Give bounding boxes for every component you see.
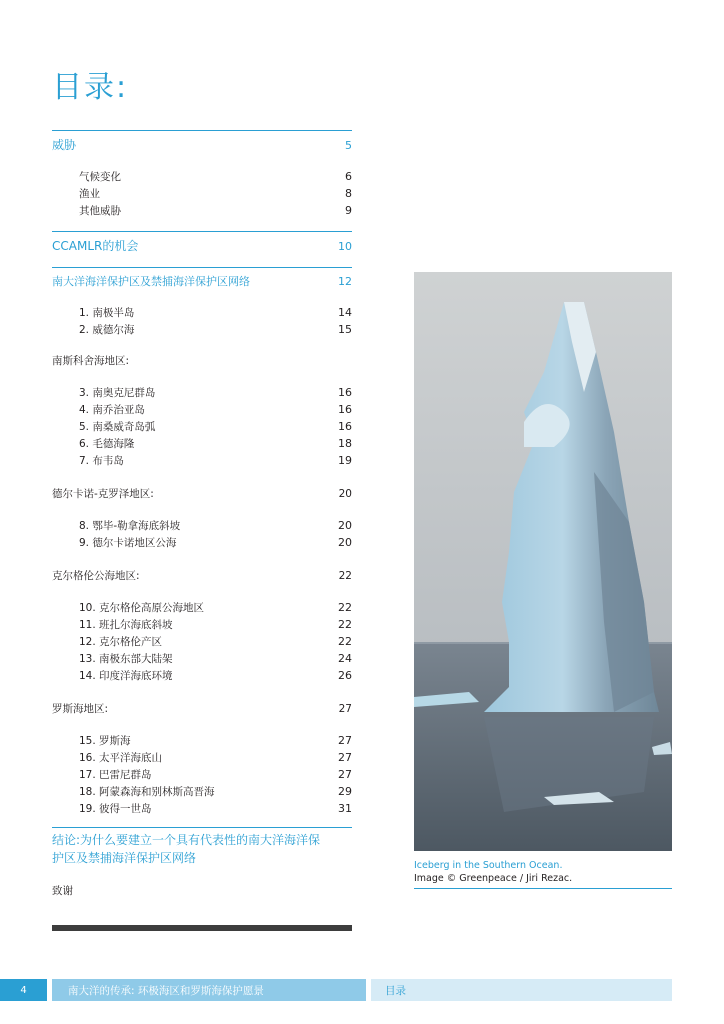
caption-line: Iceberg in the Southern Ocean.	[414, 860, 563, 871]
toc-item-label: 1. 南极半岛	[79, 307, 135, 319]
toc-section-label: CCAMLR的机会	[52, 239, 139, 253]
footer-page-number: 4	[0, 979, 47, 1001]
toc-item-label: 15. 罗斯海	[79, 735, 131, 747]
toc-item-label: 9. 德尔卡诺地区公海	[79, 537, 177, 549]
toc-region-label: 南斯科舍海地区:	[52, 355, 130, 367]
toc-page-number: 27	[338, 734, 352, 747]
toc-page-number: 24	[338, 652, 352, 665]
toc-page-number: 27	[338, 702, 352, 715]
toc-page-number: 16	[338, 386, 352, 399]
toc-conclusion-line: 结论:为什么要建立一个具有代表性的南大洋海洋保	[52, 833, 321, 847]
toc-region-delcano[interactable]	[52, 485, 352, 502]
toc-item[interactable]	[52, 749, 352, 766]
toc-page-number: 22	[338, 618, 352, 631]
toc-item-label: 14. 印度洋海底环境	[79, 670, 173, 682]
toc-section-label: 南大洋海洋保护区及禁捕海洋保护区网络	[52, 275, 250, 288]
toc-item-label: 6. 毛德海隆	[79, 438, 135, 450]
toc-section-label: 威胁	[52, 138, 77, 152]
toc-item-label: 其他威胁	[79, 205, 121, 217]
toc-item[interactable]	[52, 650, 352, 667]
toc-item-label: 3. 南奥克尼群岛	[79, 387, 156, 399]
toc-item-label: 5. 南桑威奇岛弧	[79, 421, 156, 433]
photo-caption	[414, 859, 672, 889]
toc-page-number: 16	[338, 420, 352, 433]
toc-item-label: 气候变化	[79, 171, 121, 183]
toc-page-number: 26	[338, 669, 352, 682]
toc-item[interactable]	[52, 616, 352, 633]
toc-page-number: 22	[338, 635, 352, 648]
toc-page-number: 20	[338, 519, 352, 532]
toc-page-number: 12	[338, 275, 352, 288]
toc-item-label: 17. 巴雷尼群岛	[79, 769, 152, 781]
toc-page-number: 5	[345, 139, 352, 152]
toc-section-network[interactable]	[52, 267, 352, 291]
toc-page-number: 16	[338, 403, 352, 416]
toc-acknowledgements[interactable]: 致谢	[52, 885, 73, 897]
toc-page-number: 20	[338, 487, 352, 500]
table-of-contents	[52, 130, 352, 898]
toc-item-label: 18. 阿蒙森海和别林斯高晋海	[79, 786, 215, 798]
toc-page-number: 18	[338, 437, 352, 450]
footer-section-label: 目录	[371, 979, 672, 1001]
toc-item-label: 16. 太平洋海底山	[79, 752, 163, 764]
toc-item[interactable]	[52, 599, 352, 616]
toc-page-number: 27	[338, 751, 352, 764]
toc-item-label: 渔业	[79, 188, 100, 200]
toc-item[interactable]	[52, 783, 352, 800]
toc-page-number: 22	[338, 569, 352, 582]
toc-page-number: 14	[338, 306, 352, 319]
toc-page-number: 20	[338, 536, 352, 549]
toc-region-label: 德尔卡诺-克罗泽地区:	[52, 488, 154, 500]
toc-page-number: 29	[338, 785, 352, 798]
toc-item-label: 19. 彼得一世岛	[79, 803, 152, 815]
toc-item[interactable]	[52, 633, 352, 650]
toc-item[interactable]	[52, 766, 352, 783]
caption-credit: Image © Greenpeace / Jiri Rezac.	[414, 873, 573, 884]
toc-item[interactable]	[52, 168, 352, 185]
toc-section-ccamlr[interactable]	[52, 231, 352, 255]
toc-page-number: 9	[345, 204, 352, 217]
toc-item[interactable]	[52, 304, 352, 321]
toc-region-scotia[interactable]	[52, 352, 352, 369]
toc-page-number: 8	[345, 187, 352, 200]
toc-item[interactable]	[52, 667, 352, 684]
divider-bar	[52, 925, 352, 931]
toc-item[interactable]	[52, 732, 352, 749]
toc-page-number: 15	[338, 323, 352, 336]
page-title: 目录:	[52, 70, 129, 105]
toc-region-ross[interactable]	[52, 700, 352, 717]
toc-conclusion-line: 护区及禁捕海洋保护区网络	[52, 851, 197, 865]
toc-page-number: 10	[338, 240, 352, 253]
toc-item[interactable]	[52, 517, 352, 534]
toc-item-label: 10. 克尔格伦高原公海地区	[79, 602, 205, 614]
toc-region-label: 克尔格伦公海地区:	[52, 570, 140, 582]
toc-item[interactable]	[52, 534, 352, 551]
toc-item[interactable]	[52, 384, 352, 401]
toc-item-label: 12. 克尔格伦产区	[79, 636, 163, 648]
toc-page-number: 19	[338, 454, 352, 467]
toc-page-number: 27	[338, 768, 352, 781]
toc-item[interactable]	[52, 202, 352, 219]
toc-item[interactable]	[52, 435, 352, 452]
toc-page-number: 22	[338, 601, 352, 614]
footer-publication-title: 南大洋的传承: 环极海区和罗斯海保护愿景	[52, 979, 366, 1001]
toc-item[interactable]	[52, 800, 352, 817]
iceberg-photo	[414, 272, 672, 851]
toc-item-label: 4. 南乔治亚岛	[79, 404, 145, 416]
toc-item-label: 8. 鄂毕-勒拿海底斜坡	[79, 520, 181, 532]
toc-section-threats[interactable]	[52, 130, 352, 154]
toc-item-label: 2. 威德尔海	[79, 324, 135, 336]
toc-item-label: 7. 布韦岛	[79, 455, 124, 467]
toc-item[interactable]	[52, 185, 352, 202]
toc-region-label: 罗斯海地区:	[52, 703, 109, 715]
toc-item[interactable]	[52, 321, 352, 338]
toc-item[interactable]	[52, 401, 352, 418]
toc-item[interactable]	[52, 452, 352, 469]
toc-section-conclusion[interactable]	[52, 827, 352, 867]
toc-item[interactable]	[52, 418, 352, 435]
toc-page-number: 6	[345, 170, 352, 183]
toc-region-kerguelen[interactable]	[52, 567, 352, 584]
toc-page-number: 31	[338, 802, 352, 815]
toc-item-label: 11. 班扎尔海底斜坡	[79, 619, 173, 631]
toc-item-label: 13. 南极东部大陆架	[79, 653, 173, 665]
